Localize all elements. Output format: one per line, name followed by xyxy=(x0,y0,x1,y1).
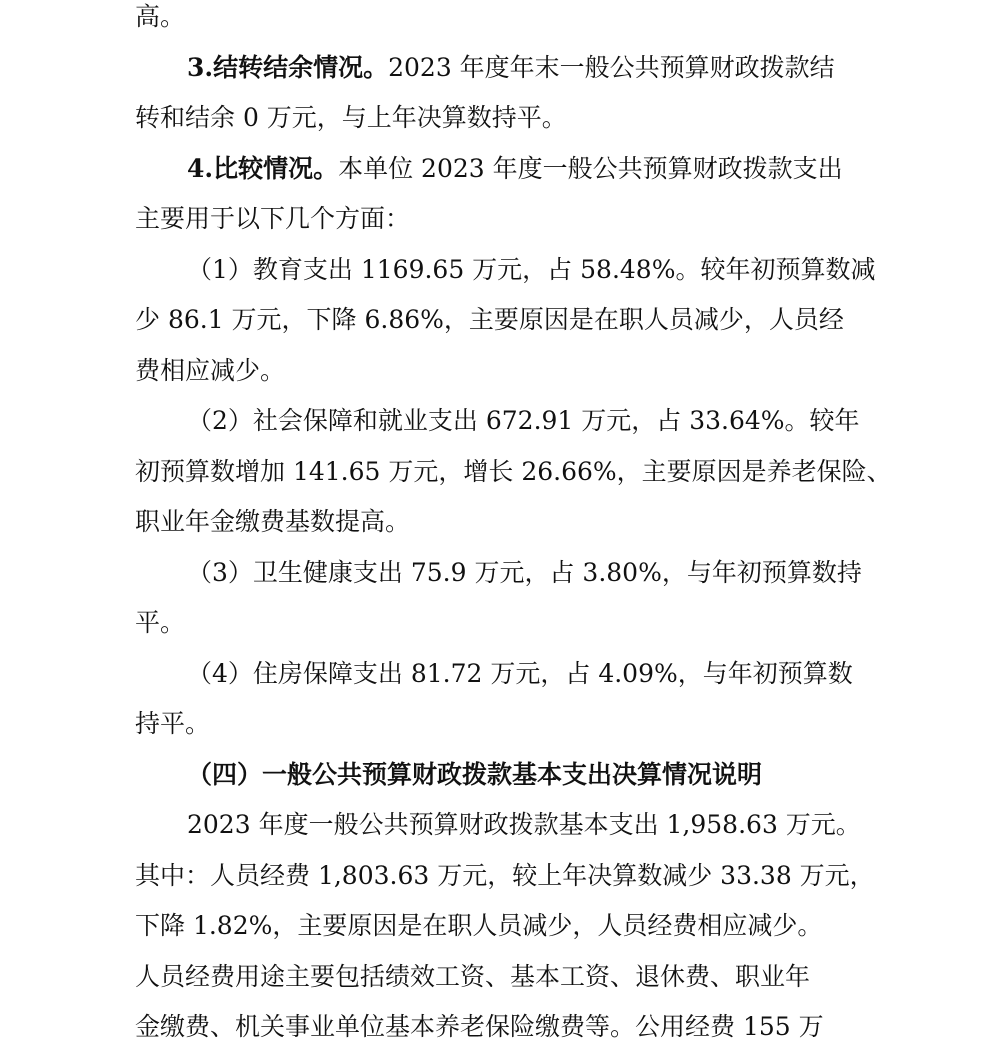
text-line: 转和结余 0 万元，与上年决算数持平。 xyxy=(135,103,567,132)
text-line: 2023 年度一般公共预算财政拨款基本支出 1,958.63 万元。 xyxy=(187,810,861,839)
line-text: 本单位 2023 年度一般公共预算财政拨款支出 xyxy=(338,153,843,183)
document-page xyxy=(135,0,895,1043)
section-lead: 3.结转结余情况。 xyxy=(187,52,389,82)
text-line: 人员经费用途主要包括绩效工资、基本工资、退休费、职业年 xyxy=(135,961,811,991)
text-line: 持平。 xyxy=(135,709,211,738)
text-line: （1）教育支出 1169.65 万元，占 58.48%。较年初预算数减 xyxy=(187,254,876,284)
text-line: 金缴费、机关事业单位基本养老保险缴费等。公用经费 155 万 xyxy=(135,1012,824,1041)
text-line: 高。 xyxy=(135,2,186,31)
section-lead: 4.比较情况。 xyxy=(187,153,339,183)
text-line: （2）社会保障和就业支出 672.91 万元，占 33.64%。较年 xyxy=(187,406,860,435)
line-text: 2023 年度年末一般公共预算财政拨款结 xyxy=(388,52,835,82)
text-line: 其中：人员经费 1,803.63 万元，较上年决算数减少 33.38 万元， xyxy=(135,860,875,890)
section-heading: （四）一般公共预算财政拨款基本支出决算情况说明 xyxy=(187,759,763,789)
text-line xyxy=(135,43,895,94)
text-line: 费相应减少。 xyxy=(135,355,286,385)
text-line: 下降 1.82%，主要原因是在职人员减少，人员经费相应减少。 xyxy=(135,911,823,940)
text-line: （4）住房保障支出 81.72 万元，占 4.09%，与年初预算数 xyxy=(187,658,853,688)
text-line xyxy=(135,144,895,195)
text-line: 平。 xyxy=(135,608,186,637)
text-line: 职业年金缴费基数提高。 xyxy=(135,507,411,536)
text-line: （3）卫生健康支出 75.9 万元，占 3.80%，与年初预算数持 xyxy=(187,557,862,587)
document-body xyxy=(135,0,895,1043)
text-line: 初预算数增加 141.65 万元，增长 26.66%，主要原因是养老保险、 xyxy=(135,456,892,486)
text-line: 少 86.1 万元，下降 6.86%，主要原因是在职人员减少，人员经 xyxy=(135,305,844,334)
text-line: 主要用于以下几个方面： xyxy=(135,204,411,233)
